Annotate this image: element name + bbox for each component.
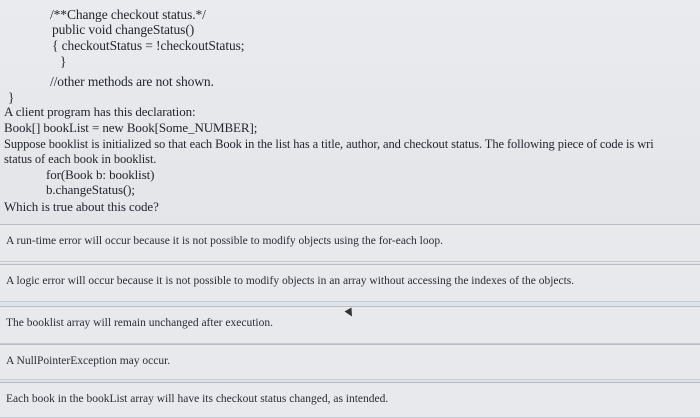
code-comment: /**Change checkout status.*/ (50, 7, 206, 22)
array-declaration-text: Book[] bookList = new Book[Some_NUMBER]; (4, 120, 258, 135)
for-loop-code: for(Book b: booklist) (46, 167, 155, 182)
code-method-body: { checkoutStatus = !checkoutStatus; (52, 38, 245, 53)
answer-option-5[interactable] (0, 382, 700, 418)
answer-option-4-label: A NullPointerException may occur. (6, 355, 171, 367)
answer-option-1[interactable] (0, 224, 700, 262)
question-prompt: Which is true about this code? (4, 199, 159, 214)
change-status-call: b.changeStatus(); (46, 182, 135, 197)
question-description: Suppose booklist is initialized so that each Book in the list has a title, author, and checkout status. The following piece of code is wri (4, 137, 654, 151)
answer-option-2[interactable] (0, 264, 700, 302)
code-method-signature: public void changeStatus() (52, 22, 195, 37)
answer-option-3-label: The booklist array will remain unchanged after execution. (6, 317, 273, 329)
client-declaration-text: A client program has this declaration: (4, 104, 196, 119)
code-close-brace: } (60, 54, 67, 69)
code-other-comment: //other methods are not shown. (50, 74, 214, 89)
answer-option-1-label: A run-time error will occur because it is not possible to modify objects using the for-each loop. (6, 235, 443, 247)
answer-option-5-label: Each book in the bookList array will have its checkout status changed, as intended. (6, 393, 389, 405)
question-description-cont: status of each book in booklist. (4, 152, 157, 166)
answer-option-2-label: A logic error will occur because it is not possible to modify objects in an array without accessing the indexes of the objects. (6, 275, 575, 287)
code-class-close: } (8, 90, 15, 105)
answer-option-4[interactable] (0, 344, 700, 380)
